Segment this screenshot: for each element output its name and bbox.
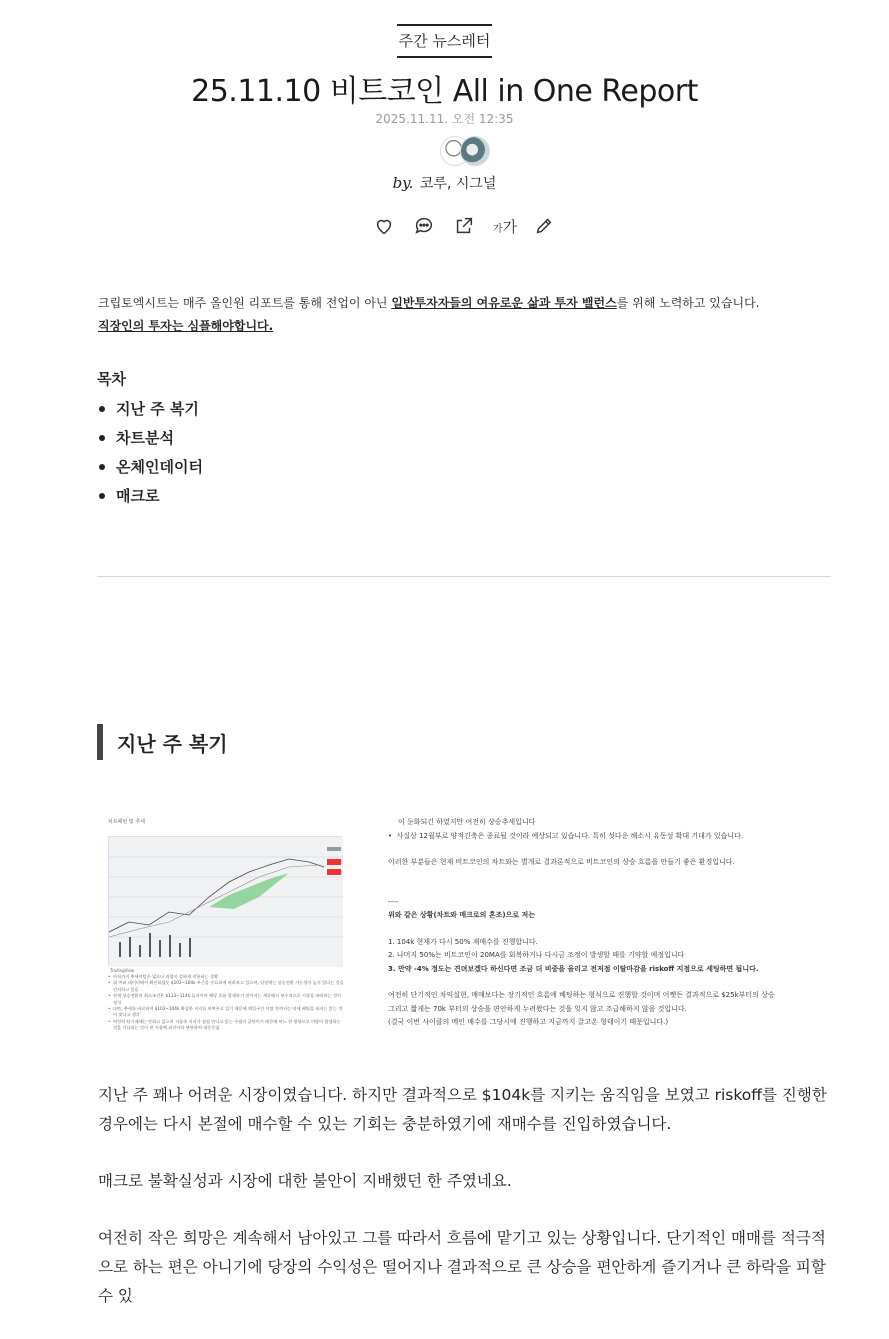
like-button[interactable] xyxy=(372,214,396,238)
toc-item-label[interactable]: 차트분석 xyxy=(116,429,174,447)
author-avatars[interactable] xyxy=(440,136,492,170)
post-date: 2025.11.11. 오전 12:35 xyxy=(375,112,514,126)
toc-item-label[interactable]: 매크로 xyxy=(116,487,160,505)
comment-button[interactable] xyxy=(412,214,436,238)
body-paragraph: 여전히 작은 희망은 계속해서 남아있고 그를 따라서 흐름에 맡기고 있는 상황입니다. 단기적인 매매를 적극적으로 하는 편은 아니기에 당장의 수익성은 떨어지나 결과적으로 큰 상승을 편안하게 즐기거나 큰 하락을 피할 수 있 xyxy=(98,1229,826,1305)
font-size-button[interactable] xyxy=(492,214,518,238)
byline-prefix: by. xyxy=(392,174,414,192)
chart-image-caption: 차트패턴 및 추세 xyxy=(108,819,145,825)
section-title: 지난 주 복기 xyxy=(117,731,228,756)
chart-source-label: TradingView xyxy=(110,968,135,973)
comment-icon xyxy=(413,215,435,237)
chart-note: • 위 여러 데이터에서 확인하였듯 $103~104k 부근을 중요하게 바라보고 있으며, 당장에는 상승전환 가능성이 높지 않다는 것을 인지하고 있음 xyxy=(108,980,344,993)
toc-item-label[interactable]: 지난 주 복기 xyxy=(116,400,199,418)
intro-prefix: 크립토엑시트는 매주 올인원 리포트를 통해 전업이 아닌 xyxy=(98,296,392,310)
toc-item[interactable] xyxy=(97,426,203,455)
share-button[interactable] xyxy=(452,214,476,238)
price-chart-screenshot xyxy=(108,836,342,966)
note-line: ---- xyxy=(388,897,399,906)
note-line: 그리고 짧게는 70k 부터의 상승을 편안하게 누려왔다는 것을 잊지 않고 조급해하지 않을 것입니다. xyxy=(388,1004,687,1013)
post-actions xyxy=(372,214,558,240)
byline-authors[interactable]: 코루, 시그널 xyxy=(419,176,497,192)
article-body xyxy=(98,1081,833,1339)
note-line: 위와 같은 상황(차트와 매크로의 혼조)으로 저는 xyxy=(388,911,536,919)
note-line: 2. 나머지 50%는 비트코인이 20MA를 회복하거나 다시금 조정이 발생할 때를 기약할 예정입니다 xyxy=(388,951,685,959)
bullet-icon xyxy=(99,435,105,441)
category-label[interactable] xyxy=(0,24,889,58)
avatar-signal[interactable] xyxy=(460,136,490,166)
edit-icon xyxy=(533,215,555,237)
body-paragraph: 지난 주 꽤나 어려운 시장이였습니다. 하지만 결과적으로 $104k를 지키는 움직임을 보였고 riskoff를 진행한 경우에는 다시 본절에 매수할 수 있는 기회는 충분하였기에 재매수를 진입하였습니다. xyxy=(98,1086,827,1133)
font-size-large-label: 가 xyxy=(502,217,518,236)
font-size-small-label: 가 xyxy=(492,223,503,235)
note-line: 3. 만약 -4% 정도는 견뎌보겠다 하신다면 조금 더 비중을 올리고 전저점 이탈마감을 riskoff 지점으로 세팅하면 됩니다. xyxy=(388,964,759,973)
intro-motto: 직장인의 투자는 심플해야합니다. xyxy=(98,319,274,333)
heart-icon xyxy=(373,215,395,237)
body-paragraph: 매크로 불확실성과 시장에 대한 불안이 지배했던 한 주였네요. xyxy=(98,1172,512,1190)
bullet-icon xyxy=(99,464,105,470)
chart-image[interactable] xyxy=(100,812,350,1062)
note-line: • 사실상 12월부로 양적긴축은 종료될 것이라 예상되고 있습니다. 특히 섯다운 해소시 유동성 확대 기대가 있습니다. xyxy=(388,831,744,840)
note-line: 이러한 부분들은 현재 비트코인의 차트와는 별개로 결과론적으로 비트코인의 상승 흐름을 만들기 좋은 환경입니다. xyxy=(388,858,735,866)
summary-notes xyxy=(388,816,808,1030)
heading-bar xyxy=(97,724,103,760)
edit-button[interactable] xyxy=(532,214,556,238)
chart-graphic-icon xyxy=(109,837,343,967)
category-text[interactable]: 주간 뉴스레터 xyxy=(397,24,493,58)
chart-note: • 여전히 단기매매는 안하고 있으며 저항과 지지가 점점 만나고 있는 수렴의 끝단이기 때문에 어느 한 방향으로 이탈이 발생하는 것을 기다리는 것이 현 시점에 최선이라 판단하여 대응중임 xyxy=(108,1019,344,1032)
bullet-icon xyxy=(99,406,105,412)
intro-suffix: 를 위해 노력하고 있습니다. xyxy=(616,296,760,310)
toc-item-label[interactable]: 온체인데이터 xyxy=(116,458,203,476)
chart-note: • 아직까지 추세이탈은 없으나 과열이 강하게 작용하는 상황 xyxy=(108,974,344,980)
toc-item[interactable] xyxy=(97,484,203,513)
byline xyxy=(0,173,889,193)
note-line: (결국 이번 사이클의 메인 매수를 그당시에 진행하고 지금까지 끌고온 형태이기 때문입니다.) xyxy=(388,1018,669,1026)
share-icon xyxy=(453,215,475,237)
font-size-icon xyxy=(493,216,517,237)
table-of-contents xyxy=(97,397,203,513)
post-title: 25.11.10 비트코인 All in One Report xyxy=(191,74,698,109)
section-divider xyxy=(97,576,831,577)
intro-emphasis: 일반투자자들의 여유로운 삶과 투자 밸런스 xyxy=(391,296,617,310)
note-bullet-text: 사실상 12월부로 양적긴축은 종료될 것이라 예상되고 있습니다. 특히 섯다운 해소시 유동성 확대 기대가 있습니다. xyxy=(396,831,744,840)
note-line: 이 둔화되긴 하였지만 여전히 상승추세입니다 xyxy=(398,818,536,826)
chart-note: • 현재 상승전환의 최소조건은 $113~114k 돌파이며 해당 흐름 발생하기 전까지는 계속해서 보수적으로 시장을 바라보는 것이 정석 xyxy=(108,993,344,1006)
chart-note: • 다만, 추세를 바로하며 $103~104k 확실한 지지를 보여주고 있기 때문에 매입구간 이탈 전까지는 약세 베팅을 하지는 않는 것이 맞다고 생각 xyxy=(108,1006,344,1019)
chart-notes-list xyxy=(108,974,344,1032)
section-heading xyxy=(97,724,228,760)
toc-item[interactable] xyxy=(97,455,203,484)
intro-text xyxy=(98,292,818,338)
bullet-icon xyxy=(99,493,105,499)
toc-item[interactable] xyxy=(97,397,203,426)
note-line: 여전히 단기적인 차익실현, 매매보다는 장기적인 흐름에 베팅하는 형식으로 진행할 것이며 어쨋든 결과적으로 $25k부터의 상승 xyxy=(388,991,775,999)
toc-title: 목차 xyxy=(97,370,126,388)
note-line: 1. 104k 현재가 다시 50% 재매수를 진행합니다. xyxy=(388,937,538,946)
